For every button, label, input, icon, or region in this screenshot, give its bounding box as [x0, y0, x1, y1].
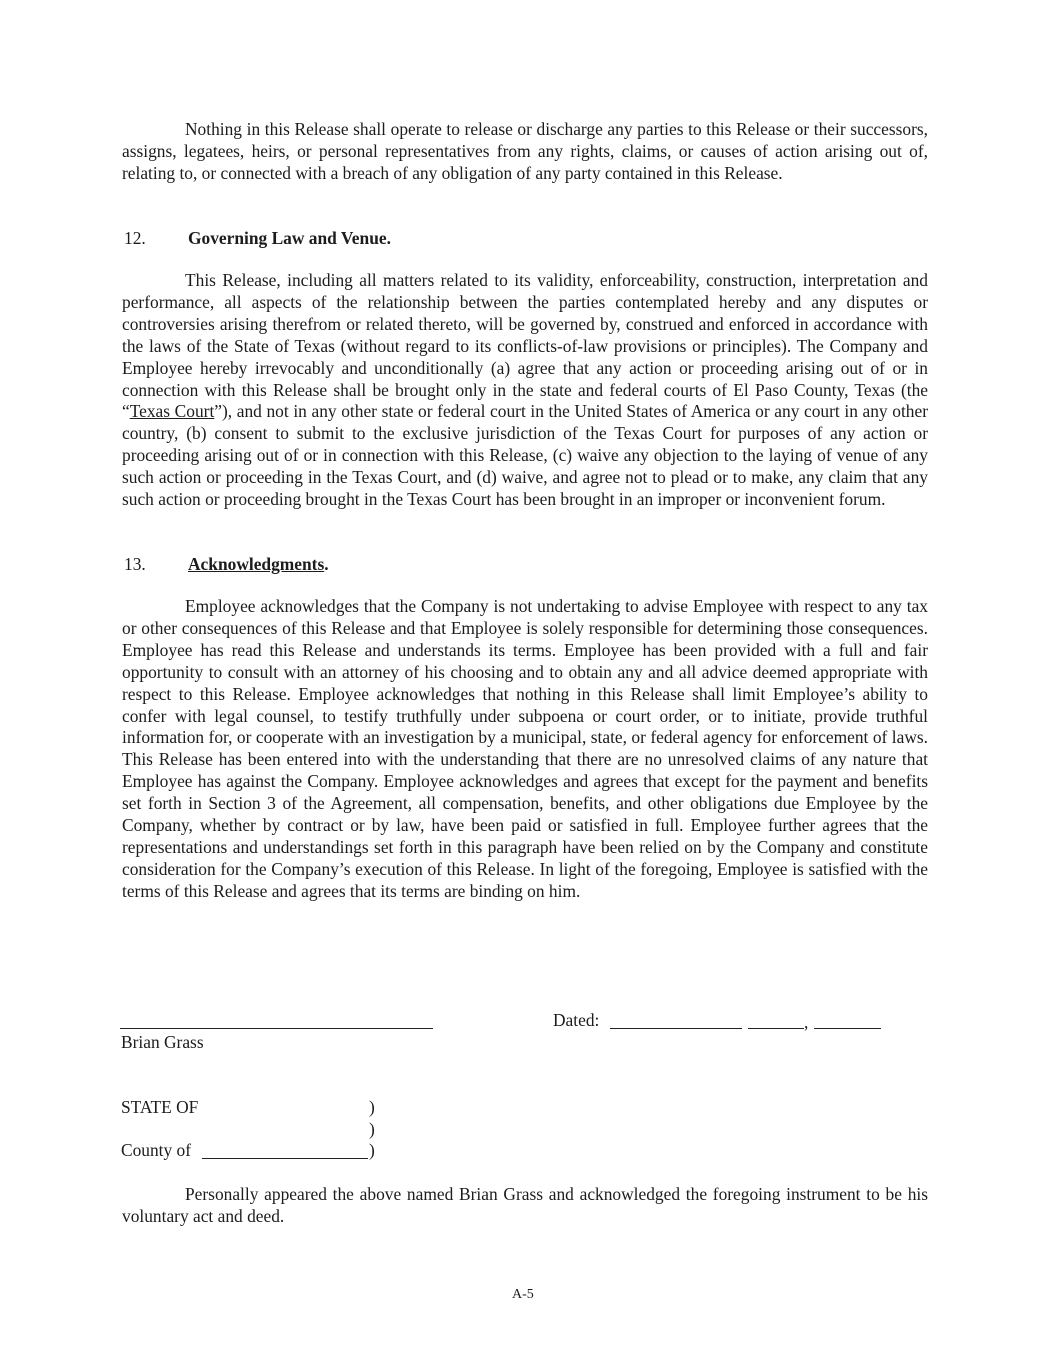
section-12-number: 12.	[124, 228, 146, 248]
dated-month-line	[610, 1028, 742, 1029]
section-13-heading	[124, 553, 329, 575]
section-12-title: Governing Law and Venue.	[188, 228, 391, 248]
section-13-title-period: .	[324, 554, 329, 574]
county-line	[202, 1158, 368, 1159]
state-of-label: STATE OF	[121, 1097, 199, 1117]
dated-label: Dated:	[553, 1010, 600, 1030]
signer-name: Brian Grass	[121, 1032, 204, 1052]
dated-year-line	[814, 1028, 881, 1029]
page-number: A-5	[512, 1287, 534, 1302]
section-13-paragraph: Employee acknowledges that the Company is not undertaking to advise Employee with respect to any tax or other consequences of this Release and that Employee is solely responsible for determining those consequences. Employee has read this Release and understands its terms. Employee has been provided with a full and fair opportunity to consult with an attorney of his choosing and to obtain any and all advice deemed appropriate with respect to this Release. Employee acknowledges that nothing in this Release shall limit Employee’s ability to confer with legal counsel, to testify truthfully under subpoena or court order, or to initiate, provide truthful information for, or cooperate with an investigation by a municipal, state, or federal agency for enforcement of laws. This Release has been entered into with the understanding that there are no unresolved claims of any nature that Employee has against the Company. Employee acknowledges and agrees that except for the payment and benefits set forth in Section 3 of the Agreement, all compensation, benefits, and other obligations due Employee by the Company, whether by contract or by law, have been paid or satisfied in full. Employee further agrees that the representations and understandings set forth in this paragraph have been relied on by the Company and constitute consideration for the Company’s execution of this Release. In light of the foregoing, Employee is satisfied with the terms of this Release and agrees that its terms are binding on him.	[122, 596, 928, 901]
county-of-label: County of	[121, 1140, 192, 1160]
section-12-text-part1: This Release, including all matters related to its validity, enforceability, construction, interpretation and performance, all aspects of the relationship between the parties contemplated hereby and any disputes or controversies arising therefrom or related thereto, will be governed by, construed and enforced in accordance with the laws of the State of Texas (without regard to its conflicts-of-law provisions or principles). The Company and Employee hereby irrevocably and unconditionally (a) agree that any action or proceeding arising out of or in connection with this Release shall be brought only in the state and federal courts of El Paso County, Texas (the “	[122, 270, 928, 422]
signature-line	[120, 1028, 433, 1029]
dated-day-line	[748, 1028, 804, 1029]
section-12-text-part2: ”), and not in any other state or federal court in the United States of America or any court in any other country, (b) consent to submit to the exclusive jurisdiction of the Texas Court for purposes of any action or proceeding arising out of or in connection with this Release, (c) waive any objection to the laying of venue of any such action or proceeding in the Texas Court, and (d) waive, and agree not to plead or to make, any claim that any such action or proceeding brought in the Texas Court has been brought in an improper or inconvenient forum.	[122, 401, 928, 510]
notary-acknowledgment-paragraph: Personally appeared the above named Brian Grass and acknowledged the foregoing instrument to be his voluntary act and deed.	[122, 1184, 928, 1226]
dated-comma: ,	[804, 1012, 809, 1032]
release-savings-paragraph: Nothing in this Release shall operate to release or discharge any parties to this Release or their successors, assigns, legatees, heirs, or personal representatives from any rights, claims, or causes of action arising out of, relating to, or connected with a breach of any obligation of any party contained in this Release.	[122, 119, 928, 183]
section-13-title: Acknowledgments	[188, 554, 325, 574]
section-13-number: 13.	[124, 554, 146, 574]
texas-court-defined-term: Texas Court	[129, 401, 215, 422]
bracket-1: )	[369, 1097, 375, 1117]
section-12-heading	[124, 227, 391, 249]
bracket-3: )	[369, 1140, 375, 1160]
section-12-paragraph	[122, 270, 928, 511]
bracket-2: )	[369, 1119, 375, 1139]
